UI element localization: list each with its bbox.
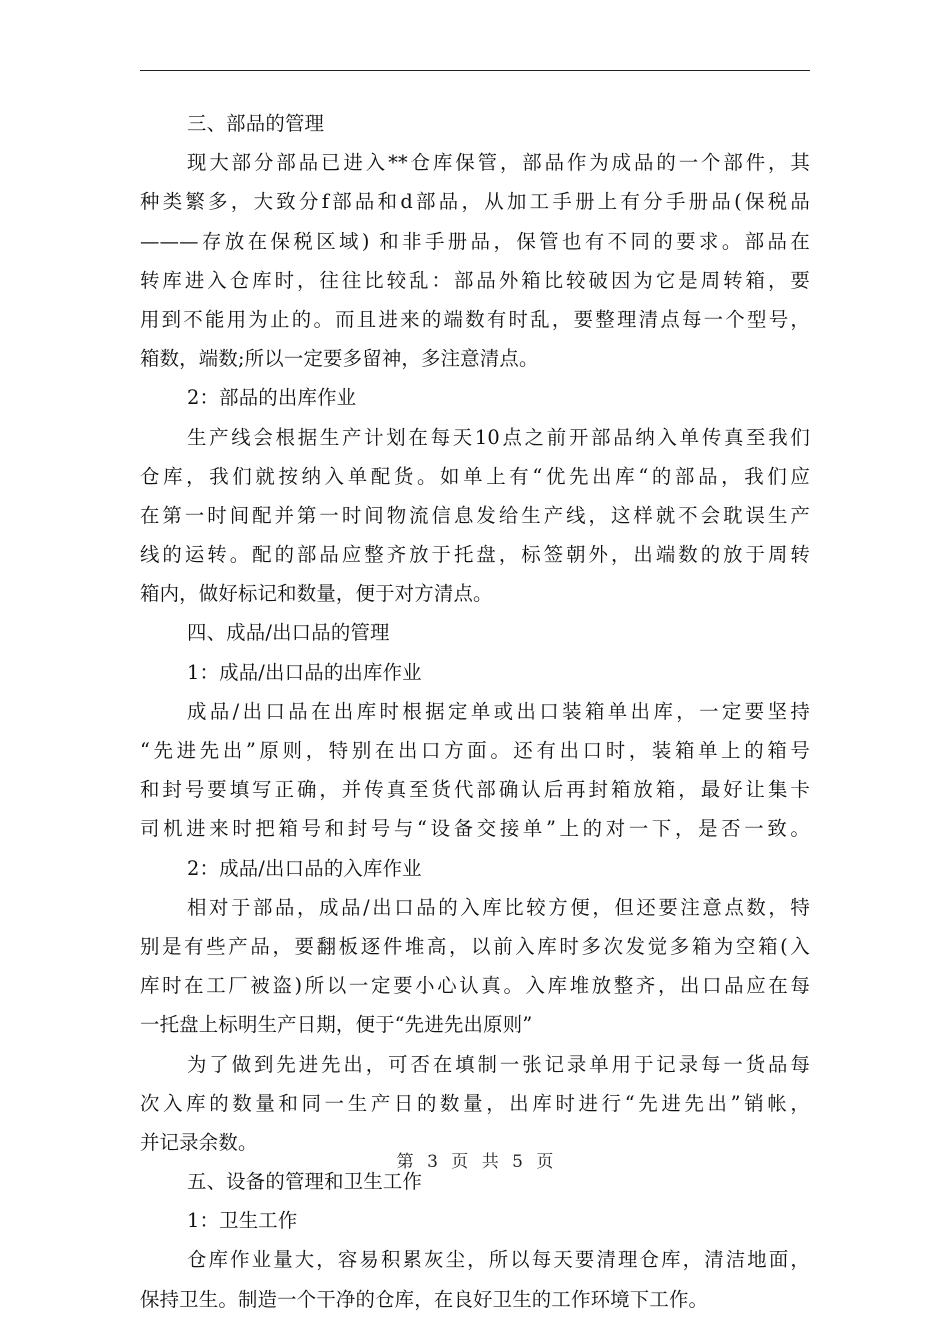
text-line: 别是有些产品，要翻板逐件堆高，以前入库时多次发觉多箱为空箱(入: [140, 934, 810, 958]
text-line: 转库进入仓库时，往往比较乱：部品外箱比较破因为它是周转箱，要: [140, 268, 810, 292]
text-line: 为了做到先进先出，可否在填制一张记录单用于记录每一货品每: [187, 1052, 810, 1076]
text-line: 1：卫生工作: [187, 1209, 298, 1233]
text-line: 生产线会根据生产计划在每天10点之前开部品纳入单传真至我们: [187, 425, 810, 449]
text-line: 种类繁多，大致分f部品和d部品，从加工手册上有分手册品(保税品: [140, 190, 810, 214]
text-line: 在第一时间配并第一时间物流信息发给生产线，这样就不会耽误生产: [140, 503, 810, 527]
text-line: 并记录余数。: [140, 1130, 258, 1154]
text-line: 箱数，端数;所以一定要多留神，多注意清点。: [140, 347, 539, 371]
text-line: “先进先出”原则，特别在出口方面。还有出口时，装箱单上的箱号: [140, 739, 810, 762]
text-line: 次入库的数量和同一生产日的数量，出库时进行“先进先出”销帐，: [140, 1091, 810, 1115]
text-line: 四、成品/出口品的管理: [187, 621, 390, 645]
text-line: 现大部分部品已进入**仓库保管，部品作为成品的一个部件，其: [187, 151, 810, 175]
text-line: 成品/出口品在出库时根据定单或出口装箱单出库，一定要坚持: [187, 699, 810, 723]
text-line: 2：部品的出库作业: [187, 386, 357, 410]
text-line: 用到不能用为止的。而且进来的端数有时乱，要整理清点每一个型号，: [140, 307, 810, 331]
text-line: 仓库，我们就按纳入单配货。如单上有“优先出库“的部品，我们应: [140, 464, 810, 488]
text-line: 库时在工厂被盗)所以一定要小心认真。入库堆放整齐，出口品应在每: [140, 974, 810, 998]
text-line: 五、设备的管理和卫生工作: [187, 1170, 423, 1194]
text-line: 保持卫生。制造一个干净的仓库，在良好卫生的工作环境下工作。: [140, 1287, 709, 1311]
text-line: 和封号要填写正确，并传真至货代部确认后再封箱放箱，最好让集卡: [140, 778, 810, 802]
document-body: [140, 104, 810, 1319]
text-line: 三、部品的管理: [187, 112, 325, 135]
header-rule: [140, 70, 810, 71]
text-line: 一托盘上标明生产日期，便于“先进先出原则”: [140, 1013, 533, 1037]
text-line: 箱内，做好标记和数量，便于对方清点。: [140, 582, 493, 606]
text-line: 相对于部品，成品/出口品的入库比较方便，但还要注意点数，特: [187, 895, 810, 919]
text-line: 1：成品/出口品的出库作业: [187, 660, 422, 684]
text-line: 线的运转。配的部品应整齐放于托盘，标签朝外，出端数的放于周转: [140, 543, 810, 567]
text-line: 司机进来时把箱号和封号与“设备交接单”上的对一下，是否一致。: [140, 817, 810, 841]
text-line: 2：成品/出口品的入库作业: [187, 856, 422, 880]
text-line: ———存放在保税区域) 和非手册品，保管也有不同的要求。部品在: [140, 229, 810, 253]
text-line: 仓库作业量大，容易积累灰尘，所以每天要清理仓库，清洁地面，: [187, 1248, 810, 1272]
page-footer: 第 3 页 共 5 页: [396, 1152, 554, 1172]
